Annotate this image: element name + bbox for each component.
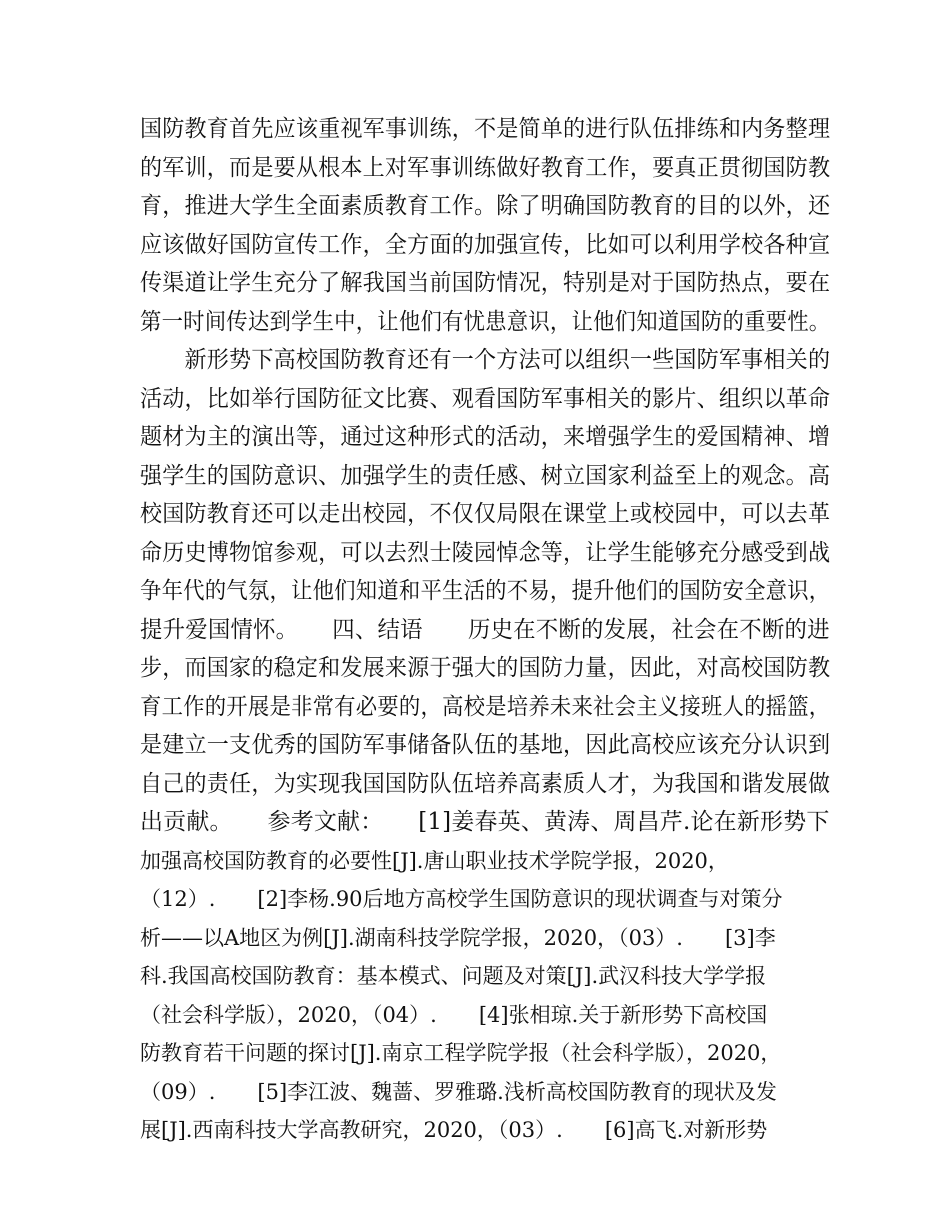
text-line: 题材为主的演出等，通过这种形式的活动，来增强学生的爱国精神、增 — [140, 424, 831, 450]
reference-line: （12）. [2]李杨.90后地方高校学生国防意识的现状调查与对策分 — [140, 887, 783, 911]
reference-line: 加强高校国防教育的必要性[J].唐山职业技术学院学报，2020， — [140, 848, 729, 873]
reference-line: 防教育若干问题的探讨[J].南京工程学院学报（社会科学版），2020， — [140, 1041, 782, 1065]
text-line: 育，推进大学生全面素质教育工作。除了明确国防教育的目的以外，还 — [140, 193, 831, 219]
reference-line: 科.我国高校国防教育：基本模式、问题及对策[J].武汉科技大学学报 — [140, 964, 767, 988]
reference-line: （09）. [5]李江波、魏蔷、罗雅璐.浅析高校国防教育的现状及发 — [140, 1079, 777, 1104]
text-line: 育工作的开展是非常有必要的，高校是培养未来社会主义接班人的摇篮， — [140, 693, 831, 720]
text-line: 传渠道让学生充分了解我国当前国防情况，特别是对于国防热点，要在 — [140, 270, 831, 296]
text-line: 国防教育首先应该重视军事训练，不是简单的进行队伍排练和内务整理 — [140, 116, 831, 142]
reference-line: 展[J].西南科技大学高教研究，2020，（03）. [6]高飞.对新形势 — [140, 1118, 768, 1142]
text-line: 应该做好国防宣传工作，全方面的加强宣传，比如可以利用学校各种宣 — [140, 231, 831, 258]
text-line: 第一时间传达到学生中，让他们有忧患意识，让他们知道国防的重要性。 — [140, 308, 831, 335]
text-line: 强学生的国防意识、加强学生的责任感、树立国家利益至上的观念。高 — [140, 462, 831, 489]
reference-line: 析——以A地区为例[J].湖南科技学院学报，2020，（03）. [3]李 — [140, 925, 776, 950]
text-line: 步，而国家的稳定和发展来源于强大的国防力量，因此，对高校国防教 — [140, 655, 831, 681]
paragraph-start-line: 新形势下高校国防教育还有一个方法可以组织一些国防军事相关的 — [140, 347, 831, 373]
body-text — [140, 110, 830, 1150]
text-line: 的军训，而是要从根本上对军事训练做好教育工作，要真正贯彻国防教 — [140, 154, 831, 181]
text-line: 校国防教育还可以走出校园，不仅仅局限在课堂上或校园中，可以去革 — [140, 501, 831, 527]
conclusion-heading-line: 提升爱国情怀。 四、结语 历史在不断的发展，社会在不断的进 — [140, 616, 830, 643]
text-line: 自己的责任，为实现我国国防队伍培养高素质人才，为我国和谐发展做 — [140, 770, 831, 797]
text-line: 命历史博物馆参观，可以去烈士陵园悼念等，让学生能够充分感受到战 — [140, 539, 831, 566]
reference-line: （社会科学版），2020，（04）. [4]张相琼.关于新形势下高校国 — [140, 1002, 768, 1027]
text-line: 争年代的气氛，让他们知道和平生活的不易，提升他们的国防安全意识， — [140, 578, 831, 604]
text-line: 是建立一支优秀的国防军事储备队伍的基地，因此高校应该充分认识到 — [140, 732, 831, 758]
references-heading-line: 出贡献。 参考文献： [1]姜春英、黄涛、周昌芹.论在新形势下 — [140, 809, 830, 835]
text-line: 活动，比如举行国防征文比赛、观看国防军事相关的影片、组织以革命 — [140, 385, 831, 412]
